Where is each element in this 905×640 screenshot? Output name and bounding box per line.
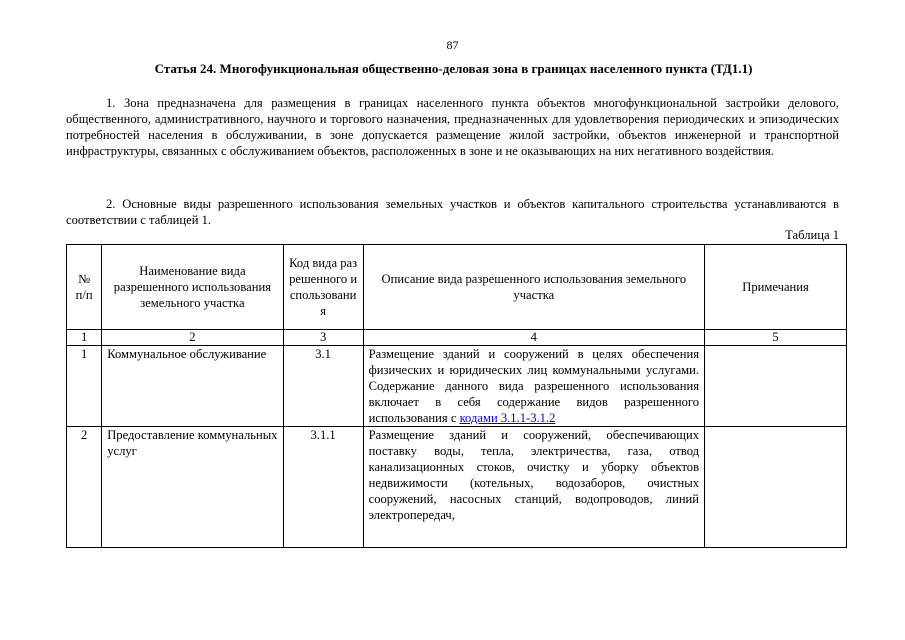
- land-use-table: [66, 244, 847, 548]
- row-num: 2: [67, 427, 102, 548]
- row-desc: Размещение зданий и сооружений, обеспечивающих поставку воды, тепла, электричества, газа, отвод канализационных стоков, очистку и уборку объектов недвижимости (котельных, водозаборов, очистных сооружений, насосных станций, водопроводов, линий электропередач,: [363, 427, 704, 548]
- table-row: [67, 427, 847, 548]
- paragraph-2: [66, 196, 839, 228]
- row-desc: [363, 346, 704, 427]
- header-desc: Описание вида разрешенного использования земельного участка: [363, 245, 704, 330]
- row-num: 1: [67, 346, 102, 427]
- row-code: 3.1: [283, 346, 363, 427]
- page-number: 87: [446, 38, 459, 52]
- row-code: 3.1.1: [283, 427, 363, 548]
- codes-link[interactable]: кодами 3.1.1-3.1.2: [459, 411, 556, 425]
- row-notes: [705, 346, 847, 427]
- header-code: Код вида разрешенного использования: [283, 245, 363, 330]
- table-caption: Таблица 1: [785, 228, 839, 242]
- paragraph-2-text: 2. Основные виды разрешенного использования земельных участков и объектов капитального строительства устанавливаются в соответствии с таблицей 1.: [66, 197, 839, 227]
- row-name: Коммунальное обслуживание: [102, 346, 283, 427]
- column-number-row: [67, 330, 847, 346]
- paragraph-1-text: 1. Зона предназначена для размещения в границах населенного пункта объектов многофункциональной застройки делового, общественного, административного, научного и торгового назначения, предназначенных для удовлетворения периодических и эпизодических потребностей населения в обслуживании, в зоне допускается размещение жилой застройки, объектов инженерной и транспортной инфраструктуры, связанных с обслуживанием объектов, расположенных в зоне и не оказывающих на них негативного воздействия.: [66, 96, 839, 158]
- column-number: 4: [363, 330, 704, 346]
- table-row: [67, 346, 847, 427]
- row-notes: [705, 427, 847, 548]
- column-number: 1: [67, 330, 102, 346]
- header-num: № п/п: [67, 245, 102, 330]
- column-number: 5: [705, 330, 847, 346]
- row-desc-text: Размещение зданий и сооружений в целях обеспечения физических и юридических лиц коммунальными услугами. Содержание данного вида разрешенного использования включает в себя содержание видов разрешенного использования с: [368, 347, 700, 425]
- column-number: 2: [102, 330, 283, 346]
- table-header-row: [67, 245, 847, 330]
- header-notes: Примечания: [705, 245, 847, 330]
- paragraph-1: [66, 95, 839, 159]
- column-number: 3: [283, 330, 363, 346]
- header-name: Наименование вида разрешенного использования земельного участка: [102, 245, 283, 330]
- article-title: Статья 24. Многофункциональная общественно-деловая зона в границах населенного пункта (ТД1.1): [154, 61, 753, 76]
- row-name: Предоставление коммунальных услуг: [102, 427, 283, 548]
